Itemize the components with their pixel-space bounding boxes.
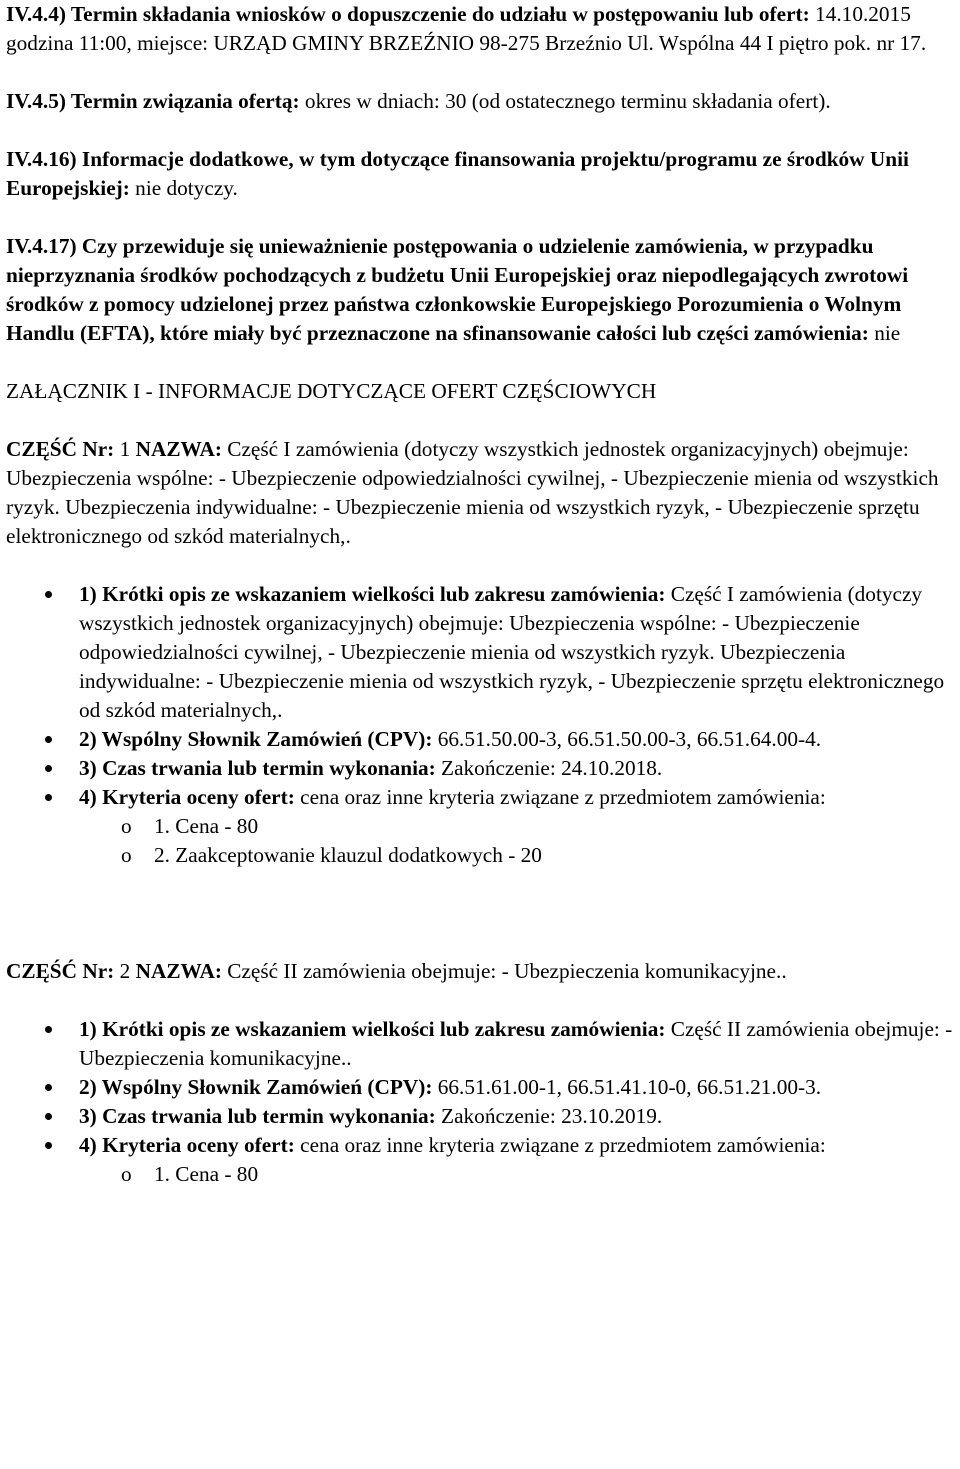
- list-item: [79, 725, 954, 754]
- section-iv-4-17: [6, 232, 954, 348]
- criteria-list: [79, 1160, 954, 1189]
- criteria-text: 2. Zaakceptowanie klauzul dodatkowych - 20: [154, 843, 542, 867]
- item-label: 3) Czas trwania lub termin wykonania:: [79, 756, 436, 780]
- part-nr-label: CZĘŚĆ Nr:: [6, 437, 115, 461]
- item-label: 4) Kryteria oceny ofert:: [79, 1133, 295, 1157]
- part-name-value: Część I zamówienia (dotyczy wszystkich jednostek organizacyjnych) obejmuje: Ubezpieczenia wspólne: - Ubezpieczenie odpowiedzialności cywilnej, - Ubezpieczenie mienia od wszystkich ryzyk. Ubezpieczenia indywidualne: - Ubezpieczenie mienia od wszystkich ryzyk, - Ubezpieczenie sprzętu elektronicznego od szkód materialnych,.: [6, 437, 939, 548]
- part-1-header: [6, 435, 954, 551]
- list-item: [79, 783, 954, 870]
- item-text: cena oraz inne kryteria związane z przedmiotem zamówienia:: [294, 785, 826, 809]
- item-label: 4) Kryteria oceny ofert:: [79, 785, 295, 809]
- section-heading: IV.4.4) Termin składania wniosków o dopuszczenie do udziału w postępowaniu lub ofert:: [6, 2, 810, 26]
- item-label: 1) Krótki opis ze wskazaniem wielkości lub zakresu zamówienia:: [79, 1017, 666, 1041]
- item-label: 2) Wspólny Słownik Zamówień (CPV):: [79, 727, 433, 751]
- item-text: 66.51.50.00-3, 66.51.50.00-3, 66.51.64.00-4.: [432, 727, 822, 751]
- criteria-item: [121, 1160, 954, 1189]
- item-text: 66.51.61.00-1, 66.51.41.10-0, 66.51.21.00-3.: [432, 1075, 822, 1099]
- part-name-label: NAZWA:: [135, 437, 222, 461]
- item-text: Zakończenie: 23.10.2019.: [435, 1104, 663, 1128]
- item-label: 3) Czas trwania lub termin wykonania:: [79, 1104, 436, 1128]
- part-nr-value: 1: [114, 437, 136, 461]
- part-nr-label: CZĘŚĆ Nr:: [6, 959, 115, 983]
- list-item: [79, 1131, 954, 1189]
- part-2-header: [6, 957, 954, 986]
- part-nr-value: 2: [114, 959, 136, 983]
- list-item: [79, 580, 954, 725]
- section-heading: IV.4.16) Informacje dodatkowe, w tym dotyczące finansowania projektu/programu ze środków Unii Europejskiej:: [6, 147, 909, 200]
- list-item: [79, 1015, 954, 1073]
- part-2-details: [6, 1015, 954, 1189]
- annex-heading: ZAŁĄCZNIK I - INFORMACJE DOTYCZĄCE OFERT CZĘŚCIOWYCH: [6, 379, 657, 403]
- section-heading: IV.4.5) Termin związania ofertą:: [6, 89, 300, 113]
- list-item: [79, 754, 954, 783]
- section-text: nie: [868, 321, 901, 345]
- sub-bullet-icon: o: [121, 843, 132, 867]
- part-name-label: NAZWA:: [135, 959, 222, 983]
- part-1-details: [6, 580, 954, 870]
- criteria-text: 1. Cena - 80: [154, 814, 259, 838]
- part-name-value: Część II zamówienia obejmuje: - Ubezpieczenia komunikacyjne..: [221, 959, 787, 983]
- list-item: [79, 1073, 954, 1102]
- item-label: 1) Krótki opis ze wskazaniem wielkości lub zakresu zamówienia:: [79, 582, 666, 606]
- criteria-text: 1. Cena - 80: [154, 1162, 259, 1186]
- spacer: [6, 870, 954, 957]
- item-label: 2) Wspólny Słownik Zamówień (CPV):: [79, 1075, 433, 1099]
- criteria-item: [121, 841, 954, 870]
- section-iv-4-5: [6, 87, 954, 116]
- section-heading: IV.4.17) Czy przewiduje się unieważnienie postępowania o udzielenie zamówienia, w przypadku nieprzyznania środków pochodzących z budżetu Unii Europejskiej oraz niepodlegających zwrotowi środków z pomocy udzielonej przez państwa członkowskie Europejskiego Porozumienia o Wolnym Handlu (EFTA), które miały być przeznaczone na sfinansowanie całości lub części zamówienia:: [6, 234, 909, 345]
- sub-bullet-icon: o: [121, 1162, 132, 1186]
- item-text: Część II zamówienia obejmuje: - Ubezpieczenia komunikacyjne..: [79, 1017, 953, 1070]
- section-iv-4-4: [6, 0, 954, 58]
- sub-bullet-icon: o: [121, 814, 132, 838]
- criteria-item: [121, 812, 954, 841]
- section-text: 14.10.2015 godzina 11:00, miejsce: URZĄD GMINY BRZEŹNIO 98-275 Brzeźnio Ul. Wspólna 44 I piętro pok. nr 17.: [6, 2, 927, 55]
- list-item: [79, 1102, 954, 1131]
- item-text: Zakończenie: 24.10.2018.: [435, 756, 663, 780]
- section-text: okres w dniach: 30 (od ostatecznego terminu składania ofert).: [299, 89, 831, 113]
- section-text: nie dotyczy.: [129, 176, 238, 200]
- item-text: cena oraz inne kryteria związane z przedmiotem zamówienia:: [294, 1133, 826, 1157]
- item-text: Część I zamówienia (dotyczy wszystkich jednostek organizacyjnych) obejmuje: Ubezpieczenia wspólne: - Ubezpieczenie odpowiedzialności cywilnej, - Ubezpieczenie mienia od wszystkich ryzyk. Ubezpieczenia indywidualne: - Ubezpieczenie mienia od wszystkich ryzyk, - Ubezpieczenie sprzętu elektronicznego od szkód materialnych,.: [79, 582, 945, 722]
- criteria-list: [79, 812, 954, 870]
- section-iv-4-16: [6, 145, 954, 203]
